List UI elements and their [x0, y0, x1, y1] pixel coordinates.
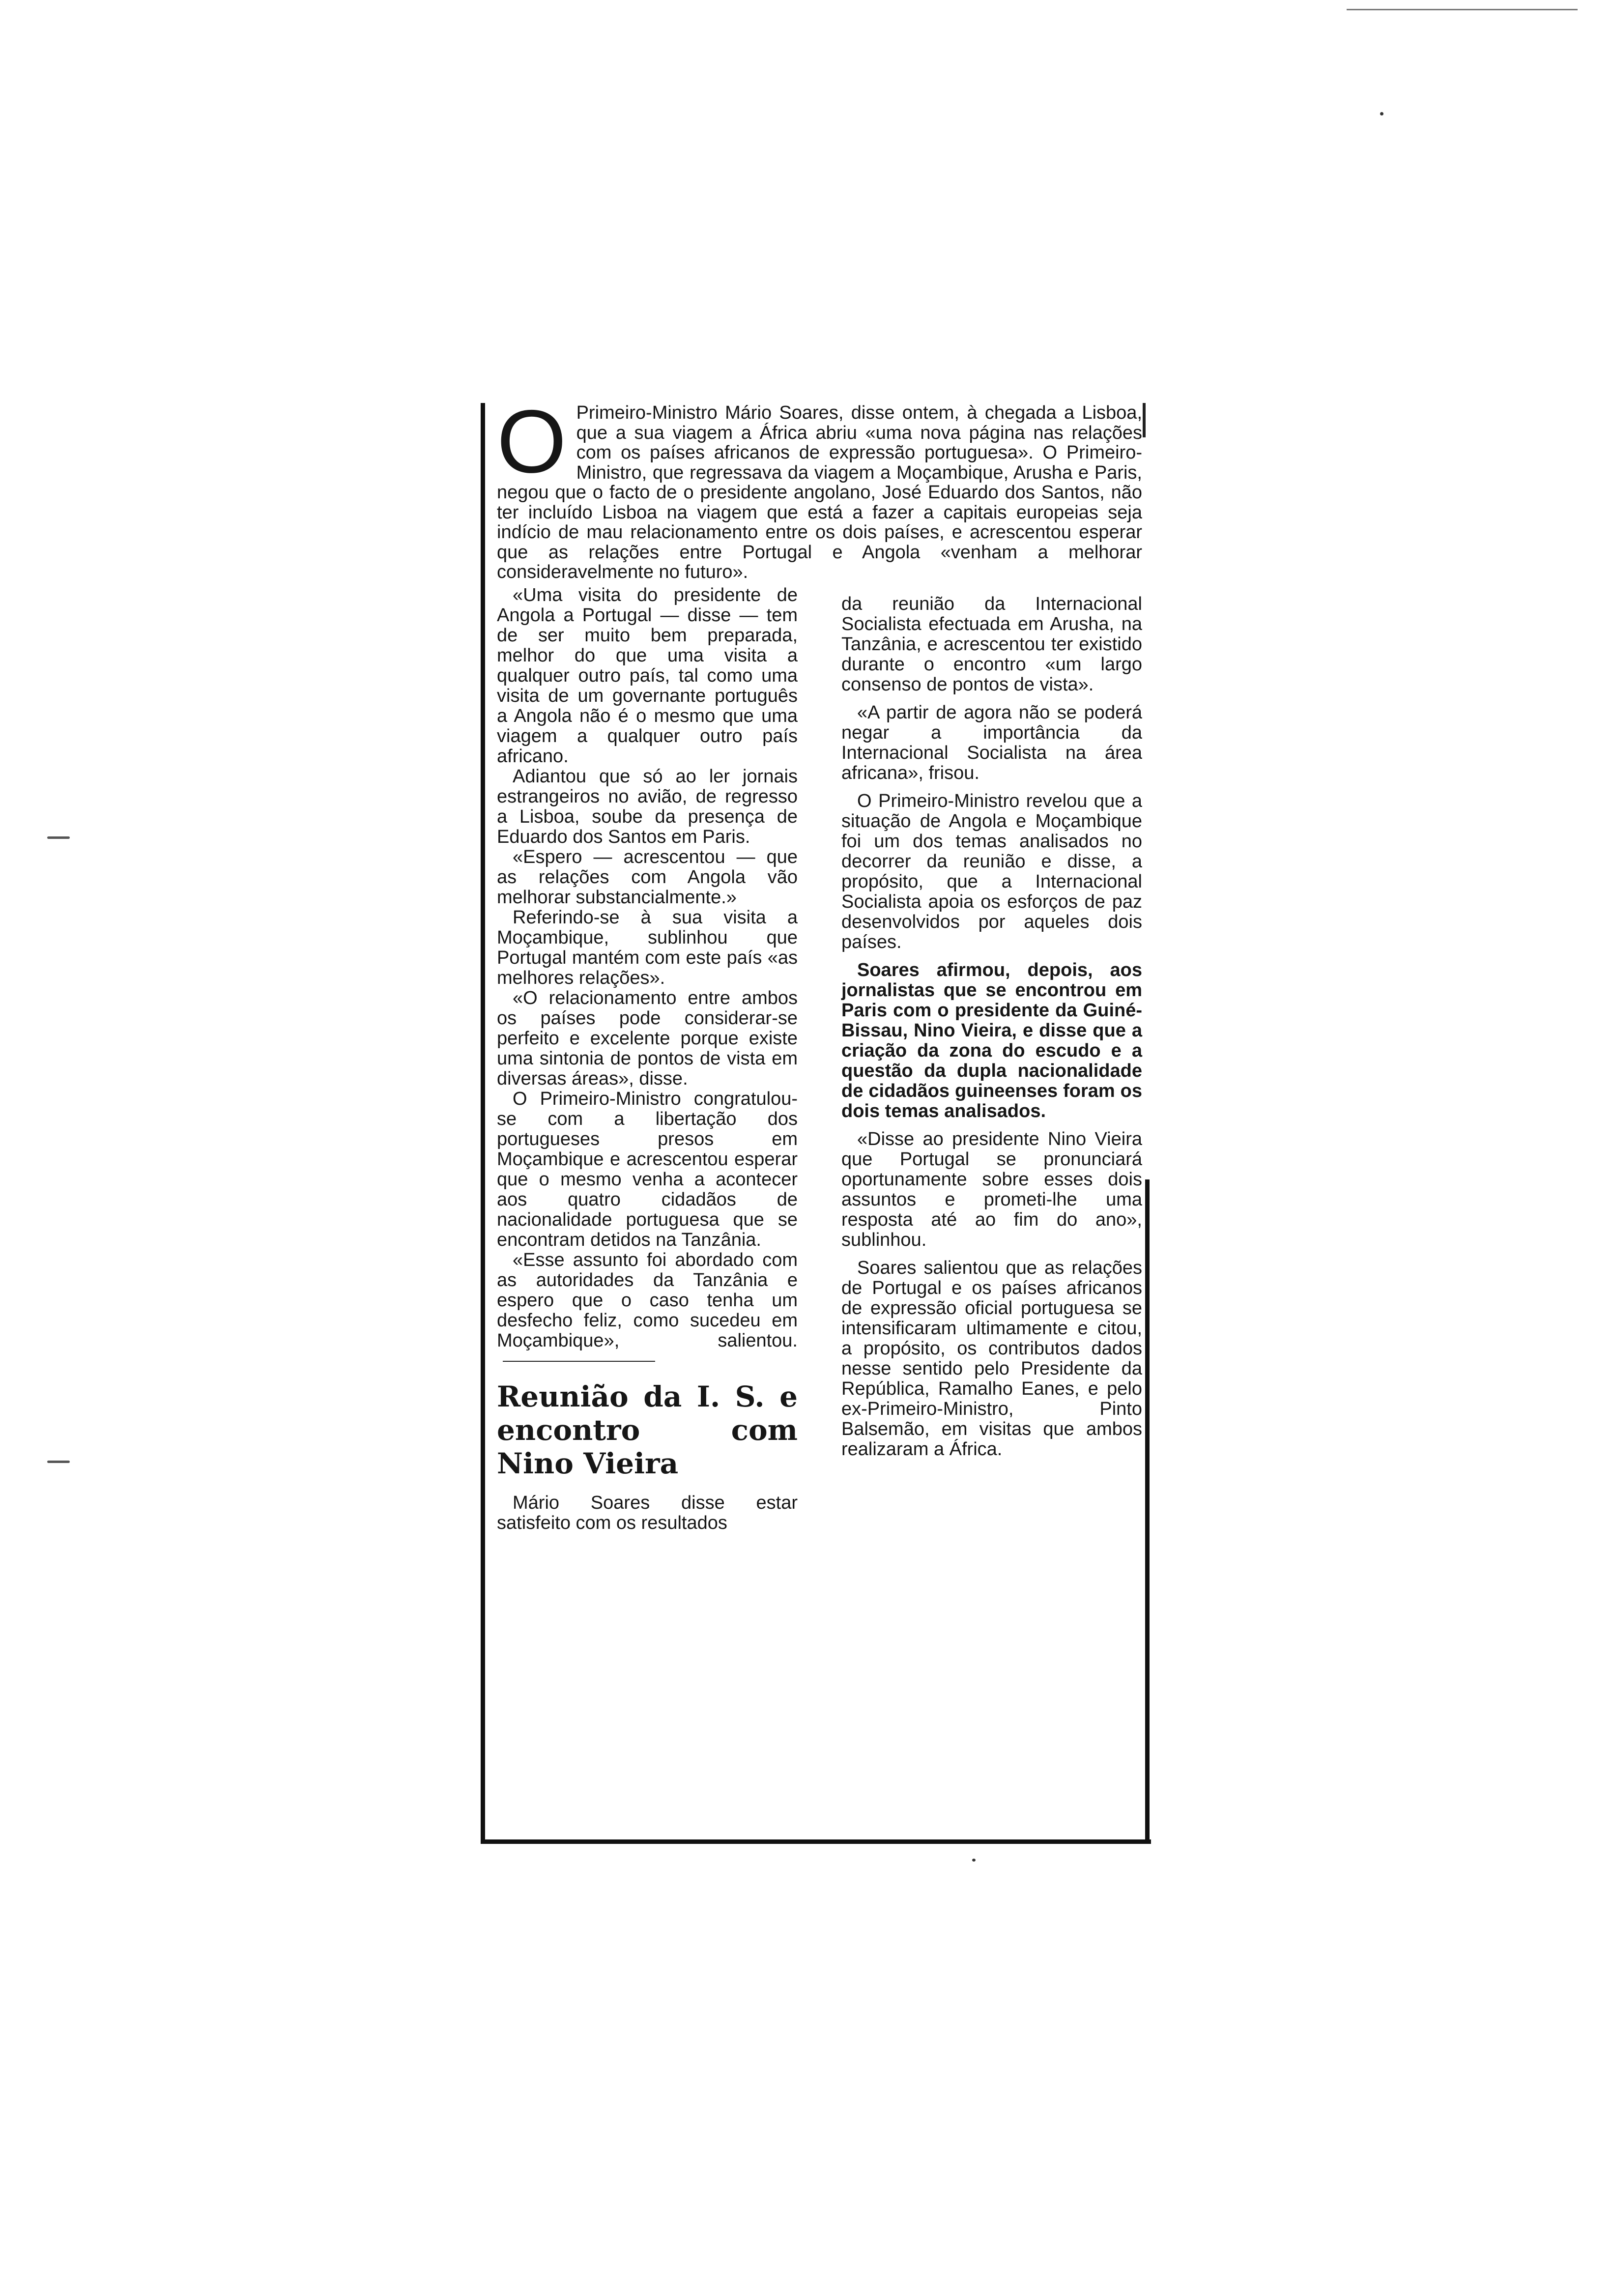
article-paragraph: Mário Soares disse estar satisfeito com os resultados: [497, 1492, 798, 1533]
article-paragraph: «Espero — acrescentou — que as relações com Angola vão melhorar substancialmente.»: [497, 846, 798, 908]
scan-margin-mark: [47, 836, 70, 839]
newspaper-clipping: [481, 391, 1151, 1844]
right-column: [841, 585, 1142, 1533]
article-paragraph: «Disse ao presidente Nino Vieira que Portugal se pronunciará oportunamente sobre esses dois assuntos e prometi-lhe uma resposta até ao fim do ano», sublinhou.: [841, 1128, 1142, 1250]
article-paragraph: O Primeiro-Ministro revelou que a situação de Angola e Moçambique foi um dos temas analisados no decorrer da reunião e disse, a propósito, que a Internacional Socialista apoia os esforços de paz desenvolvidos por aqueles dois países.: [841, 790, 1142, 952]
end-rule: [503, 1361, 655, 1362]
scan-speck: [1380, 112, 1383, 115]
article-lead: [497, 391, 1142, 582]
lead-text: Primeiro-Ministro Mário Soares, disse ontem, à chegada a Lisboa, que a sua viagem a África abriu «uma nova página nas relações com os países africanos de expressão portuguesa». O Primeiro-Ministro, que regressava da viagem a Moçambique, Arusha e Paris, negou que o facto de o presidente angolano, José Eduardo dos Santos, não ter incluído Lisboa na viagem que está a fazer a capitais europeias seja indício de mau relacionamento entre os dois países, e acrescentou esperar que as relações entre Portugal e Angola «venham a melhorar consideravelmente no futuro».: [497, 402, 1142, 582]
page-top-rule: [1347, 9, 1578, 10]
article-paragraph: Adiantou que só ao ler jornais estrangeiros no avião, de regresso a Lisboa, soube da presença de Eduardo dos Santos em Paris.: [497, 766, 798, 847]
article-paragraph: «Uma visita do presidente de Angola a Portugal — disse — tem de ser muito bem preparada, melhor do que uma visita a qualquer outro país, tal como uma visita de um governante português a Angola não é o mesmo que uma viagem a qualquer outro país africano.: [497, 584, 798, 767]
subheading: Reunião da I. S. e encontro com Nino Vieira: [497, 1379, 798, 1480]
article-paragraph: «O relacionamento entre ambos os países pode considerar-se perfeito e excelente porque existe uma sintonia de pontos de vista em diversas áreas», disse.: [497, 987, 798, 1089]
article-paragraph: da reunião da Internacional Socialista efectuada em Arusha, na Tanzânia, e acrescentou ter existido durante o encontro «um largo consenso de pontos de vista».: [841, 593, 1142, 695]
article-paragraph: Soares afirmou, depois, aos jornalistas que se encontrou em Paris com o presidente da Guiné-Bissau, Nino Vieira, e disse que a criação da zona do escudo e a questão da dupla nacionalidade de cidadãos guineenses foram os dois temas analisados.: [841, 959, 1142, 1121]
scan-margin-mark: [47, 1461, 70, 1463]
article-paragraph: Referindo-se à sua visita a Moçambique, sublinhou que Portugal mantém com este país «as melhores relações».: [497, 907, 798, 988]
article-paragraph: Soares salientou que as relações de Portugal e os países africanos de expressão oficial portuguesa se intensificaram ultimamente e citou, a propósito, os contributos dados nesse sentido pelo Presidente da República, Ramalho Eanes, e pelo ex-Primeiro-Ministro, Pinto Balsemão, em visitas que ambos realizaram a África.: [841, 1257, 1142, 1460]
article-paragraph: O Primeiro-Ministro congratulou-se com a libertação dos portugueses presos em Moçambique e acrescentou esperar que o mesmo venha a acontecer aos quatro cidadãos de nacionalidade portuguesa que se encontram detidos na Tanzânia.: [497, 1088, 798, 1250]
scan-speck: [972, 1859, 976, 1862]
paragraph-text: «Esse assunto foi abordado com as autoridades da Tanzânia e espero que o caso tenha um desfecho feliz, como sucedeu em Moçambique», salientou.: [497, 1249, 798, 1351]
article-paragraph: «A partir de agora não se poderá negar a importância da Internacional Socialista na área africana», frisou.: [841, 702, 1142, 783]
article-columns: [497, 585, 1142, 1533]
left-column: [497, 585, 798, 1533]
article-paragraph: [497, 1250, 798, 1371]
drop-cap: O: [497, 391, 567, 491]
